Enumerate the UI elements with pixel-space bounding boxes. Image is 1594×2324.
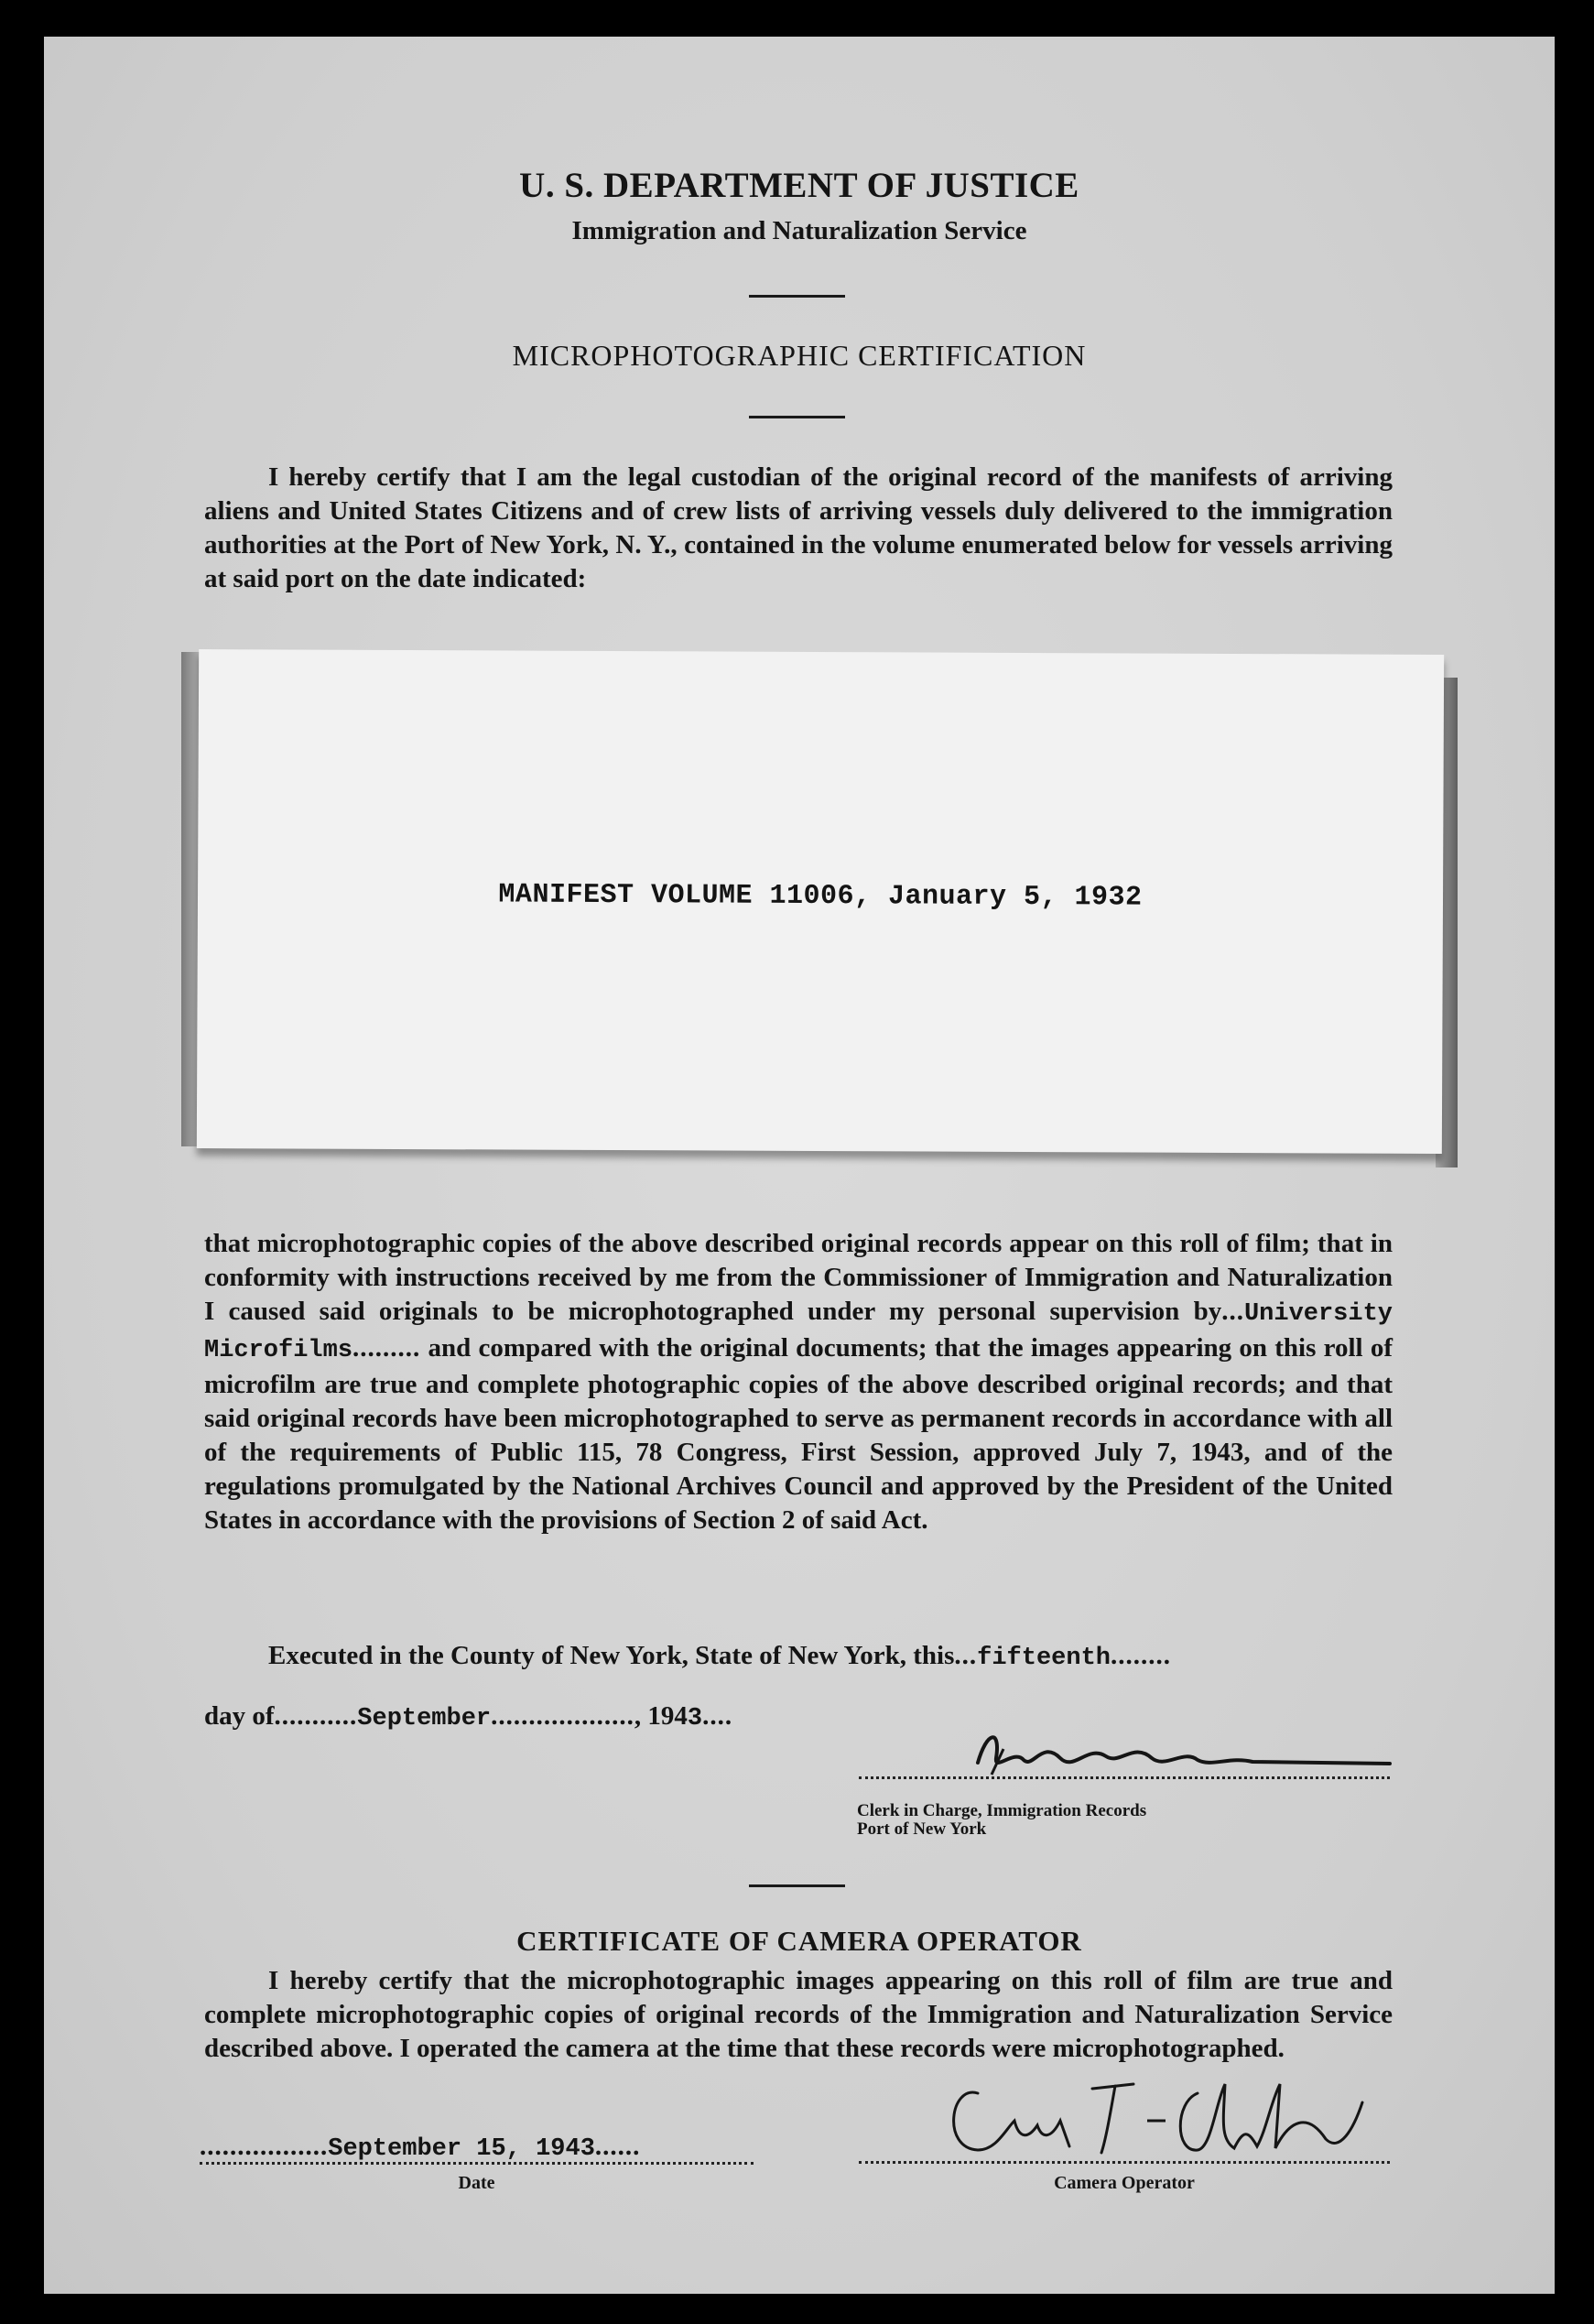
day-of-line: day of...........September..................., 1943.... <box>204 1701 733 1732</box>
custodian-paragraph: I hereby certify that I am the legal custodian of the original record of the manifests of arriving aliens and United States Citizens and of crew lists of arriving vessels duly delivered to the immigration authorities at the Port of New York, N. Y., contained in the volume enumerated below for vessels arriving at said port on the date indicated: <box>204 462 1393 593</box>
executed-line: Executed in the County of New York, State of New York, this...fifteenth........ <box>268 1641 1171 1672</box>
operator-signature-line <box>859 2159 1390 2164</box>
year-digit-value: 3 <box>687 1705 703 1732</box>
divider-rule <box>749 295 845 298</box>
date-label: Date <box>458 2173 495 2193</box>
operator-signature <box>923 2047 1399 2176</box>
department-title: U. S. DEPARTMENT OF JUSTICE <box>519 166 1079 205</box>
executed-day-value: fifteenth <box>977 1645 1111 1672</box>
clerk-title-line2: Port of New York <box>857 1819 987 1839</box>
date-value: September 15, 1943 <box>328 2135 595 2163</box>
executed-prefix: Executed in the County of New York, State of New York, this <box>268 1641 955 1670</box>
microfilm-paragraph-part2: and compared with the original documents; that the images appearing on this roll of microfilm are true and complete photographic copies of the above described original records; and that said original records have been microphotographed to serve as permanent records in accordance with all of the requirements of Public 115, 78 Congress, First Session, approved July 7, 1943, and of the regulations promulgated by the National Archives Council and approved by the President of the United States in accordance with the provisions of Section 2 of said Act. <box>204 1333 1393 1535</box>
operator-label: Camera Operator <box>1054 2173 1195 2193</box>
microfilm-paragraph-part1: that microphotographic copies of the above described original records appear on this roll of film; that in conformity with instructions received by me from the Commissioner of Immigration and Naturalization I caused said originals to be microphotographed under my personal supervision by <box>204 1229 1393 1326</box>
certificate-page <box>44 37 1555 2294</box>
clerk-title-line1: Clerk in Charge, Immigration Records <box>857 1801 1147 1820</box>
camera-operator-paragraph: I hereby certify that the microphotographic images appearing on this roll of film are true and complete microphotographic copies of original records of the Immigration and Naturalization Service described above. I operated the camera at the time that these records were microphotographed. <box>204 1966 1393 2063</box>
divider-rule <box>749 416 845 418</box>
filmed-by-value: University Microfilms <box>204 1300 1393 1364</box>
divider-rule <box>749 1884 845 1887</box>
microfilm-paragraph: that microphotographic copies of the above described original records appear on this roll of film; that in conformity with instructions received by me from the Commissioner of Immigration and Naturalization I caused said originals to be microphotographed under my personal supervision by...University Microfilms......... and compared with the original documents; that the images appearing on this roll of microfilm are true and complete photographic copies of the above described original records; and that said original records have been microphotographed to serve as permanent records in accordance with all of the requirements of Public 115, 78 Congress, First Session, approved July 7, 1943, and of the regulations promulgated by the National Archives Council and approved by the President of the United States in accordance with the provisions of Section 2 of said Act. <box>204 1229 1393 1535</box>
clerk-title <box>857 1802 1146 1839</box>
year-prefix: , 194 <box>634 1701 688 1731</box>
manifest-volume-label: MANIFEST VOLUME 11006, January 5, 1932 <box>498 879 1143 914</box>
day-of-prefix: day of <box>204 1701 275 1731</box>
date-line: .................September 15, 1943...... <box>200 2132 754 2165</box>
volume-card <box>197 649 1444 1154</box>
clerk-signature-line <box>859 1775 1390 1779</box>
service-subtitle: Immigration and Naturalization Service <box>571 216 1027 245</box>
camera-operator-title: CERTIFICATE OF CAMERA OPERATOR <box>516 1925 1082 1957</box>
certification-title: MICROPHOTOGRAPHIC CERTIFICATION <box>512 339 1087 372</box>
executed-month-value: September <box>357 1705 492 1732</box>
